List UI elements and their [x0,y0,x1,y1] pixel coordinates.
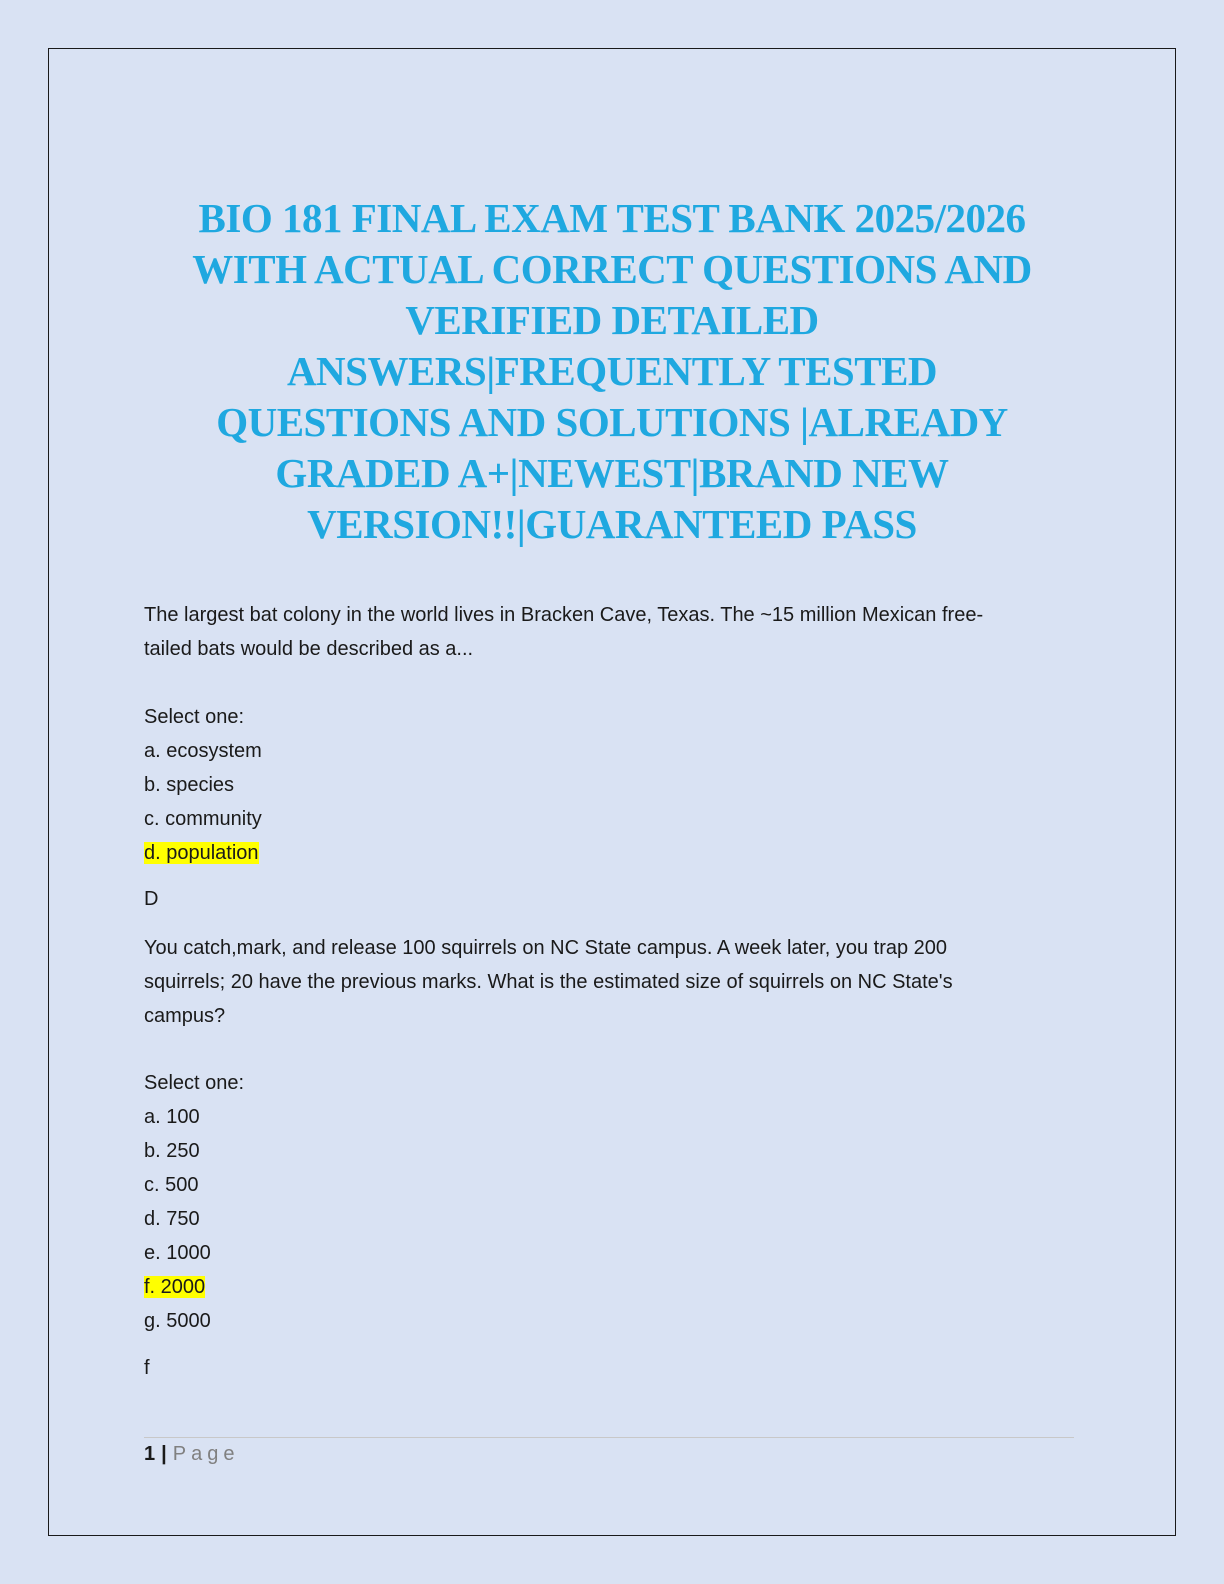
option-item-highlighted: d. population [144,842,259,864]
answer-text: f [144,1357,150,1379]
answer-text: D [144,888,159,910]
question-1-answer [144,882,1074,916]
footer-divider [144,1437,1074,1438]
question-text-line: campus? [144,1005,226,1027]
title-line: VERSION!!|GUARANTEED PASS [307,501,917,547]
document-title [130,193,1094,550]
option-item: a. 100 [144,1106,200,1128]
option-item: g. 5000 [144,1310,211,1332]
option-item: c. 500 [144,1174,199,1196]
title-line: QUESTIONS AND SOLUTIONS |ALREADY [216,399,1008,445]
option-item: a. ecosystem [144,740,262,762]
option-item: b. species [144,774,235,796]
question-text-line: tailed bats would be described as a... [144,638,474,660]
option-item: e. 1000 [144,1242,211,1264]
select-one-label: Select one: [144,1072,245,1094]
footer-separator: | [161,1443,167,1465]
option-item: d. 750 [144,1208,200,1230]
option-item: c. community [144,808,262,830]
option-item: b. 250 [144,1140,200,1162]
question-2-options [144,1066,1074,1338]
question-1-prompt [144,598,1074,666]
question-1-options [144,700,1074,870]
question-2-answer [144,1351,1074,1385]
question-text-line: You catch,mark, and release 100 squirrels on NC State campus. A week later, you trap 200 [144,937,948,959]
title-line: WITH ACTUAL CORRECT QUESTIONS AND [192,246,1032,292]
title-line: GRADED A+|NEWEST|BRAND NEW [275,450,949,496]
option-item-highlighted: f. 2000 [144,1276,206,1298]
select-one-label: Select one: [144,706,245,728]
question-2-prompt [144,931,1074,1033]
title-line: BIO 181 FINAL EXAM TEST BANK 2025/2026 [198,195,1026,241]
title-line: ANSWERS|FREQUENTLY TESTED [286,348,938,394]
page-number: 1 [144,1443,156,1465]
question-text-line: squirrels; 20 have the previous marks. What is the estimated size of squirrels on NC State's [144,971,953,993]
page-footer [144,1441,239,1467]
title-line: VERIFIED DETAILED [405,297,819,343]
page-label: Page [172,1443,240,1465]
question-text-line: The largest bat colony in the world lives in Bracken Cave, Texas. The ~15 million Mexican free- [144,604,984,626]
